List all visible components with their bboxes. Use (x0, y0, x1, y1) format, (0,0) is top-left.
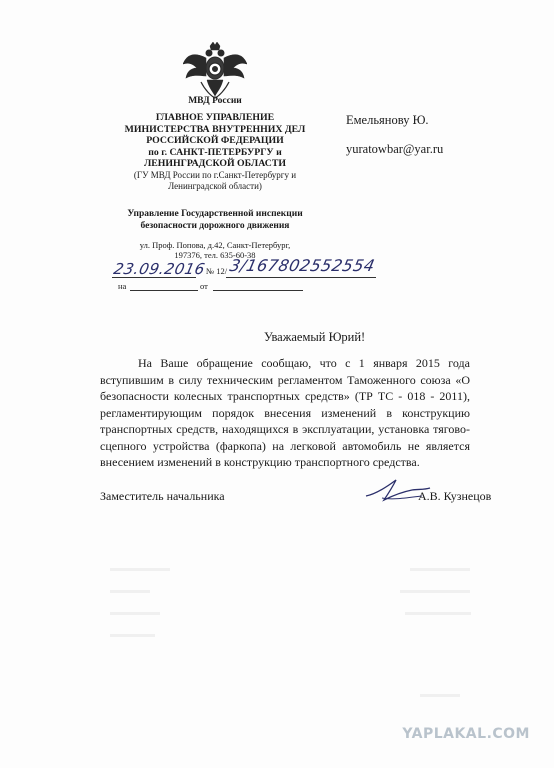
bleed-through-mark (110, 634, 155, 637)
org-line: РОССИЙСКОЙ ФЕДЕРАЦИИ (146, 135, 284, 146)
recipient-name: Емельянову Ю. (346, 113, 429, 127)
address-line: ул. Проф. Попова, д.42, Санкт-Петербург, (139, 240, 291, 250)
registration-number: 3/167802552554 (227, 256, 377, 275)
letter-body: На Ваше обращение сообщаю, что с 1 января 2015 года вступившим в силу техническим регламентом Таможенного союза «О безопасности колесных транспортных средств» (ТР ТС - 018 - 2011), регламентирующим порядок внесения изменений в конструкцию транспортных средств, находящихся в эксплуатации, установка тягово-сцепного устройства (фаркопа) на легковой автомобиль не является внесением изменений в конструкцию транспортного средства. (100, 356, 470, 469)
registration-number-label: № 12/ (206, 266, 228, 276)
bleed-through-mark (405, 612, 471, 615)
mvd-emblem-icon (183, 42, 247, 100)
org-line: МИНИСТЕРСТВА ВНУТРЕННИХ ДЕЛ (124, 123, 306, 135)
registration-date: 23.09.2016 (112, 260, 207, 278)
site-watermark: YAPLAKAL.COM (402, 726, 530, 742)
address-line: 197376, тел. 635-60-38 (174, 250, 256, 260)
bleed-through-mark (110, 612, 160, 615)
organization-name-block (100, 112, 330, 192)
reference-na-label: на (118, 281, 127, 291)
org-line: ЛЕНИНГРАДСКОЙ ОБЛАСТИ (143, 158, 287, 169)
bleed-through-mark (420, 694, 460, 697)
reference-underline (130, 290, 198, 291)
greeting: Уважаемый Юрий! (264, 330, 366, 344)
org-short-line: Ленинградской области) (168, 180, 262, 191)
bleed-through-mark (110, 568, 170, 571)
reference-ot-label: от (200, 281, 208, 291)
number-underline (226, 277, 376, 278)
recipient-block (346, 112, 443, 157)
org-line: по г. САНКТ-ПЕТЕРБУРГУ и (148, 146, 282, 158)
department-line: Управление Государственной инспекции (127, 209, 303, 219)
signer-name: А.В. Кузнецов (418, 489, 492, 503)
reference-date-underline (213, 290, 303, 291)
bleed-through-mark (110, 590, 150, 593)
recipient-email: yuratowbar@yar.ru (346, 142, 444, 156)
ministry-short-name: МВД России (188, 96, 242, 106)
department-name (100, 208, 330, 232)
department-line: безопасности дорожного движения (140, 221, 290, 231)
registration-line (108, 256, 378, 281)
org-line: ГЛАВНОЕ УПРАВЛЕНИЕ (155, 112, 275, 123)
bleed-through-mark (410, 568, 470, 571)
org-short-line: (ГУ МВД России по г.Санкт-Петербургу и (133, 169, 297, 180)
reference-line (118, 281, 308, 293)
bleed-through-mark (400, 590, 470, 593)
signer-title: Заместитель начальника (100, 489, 225, 503)
